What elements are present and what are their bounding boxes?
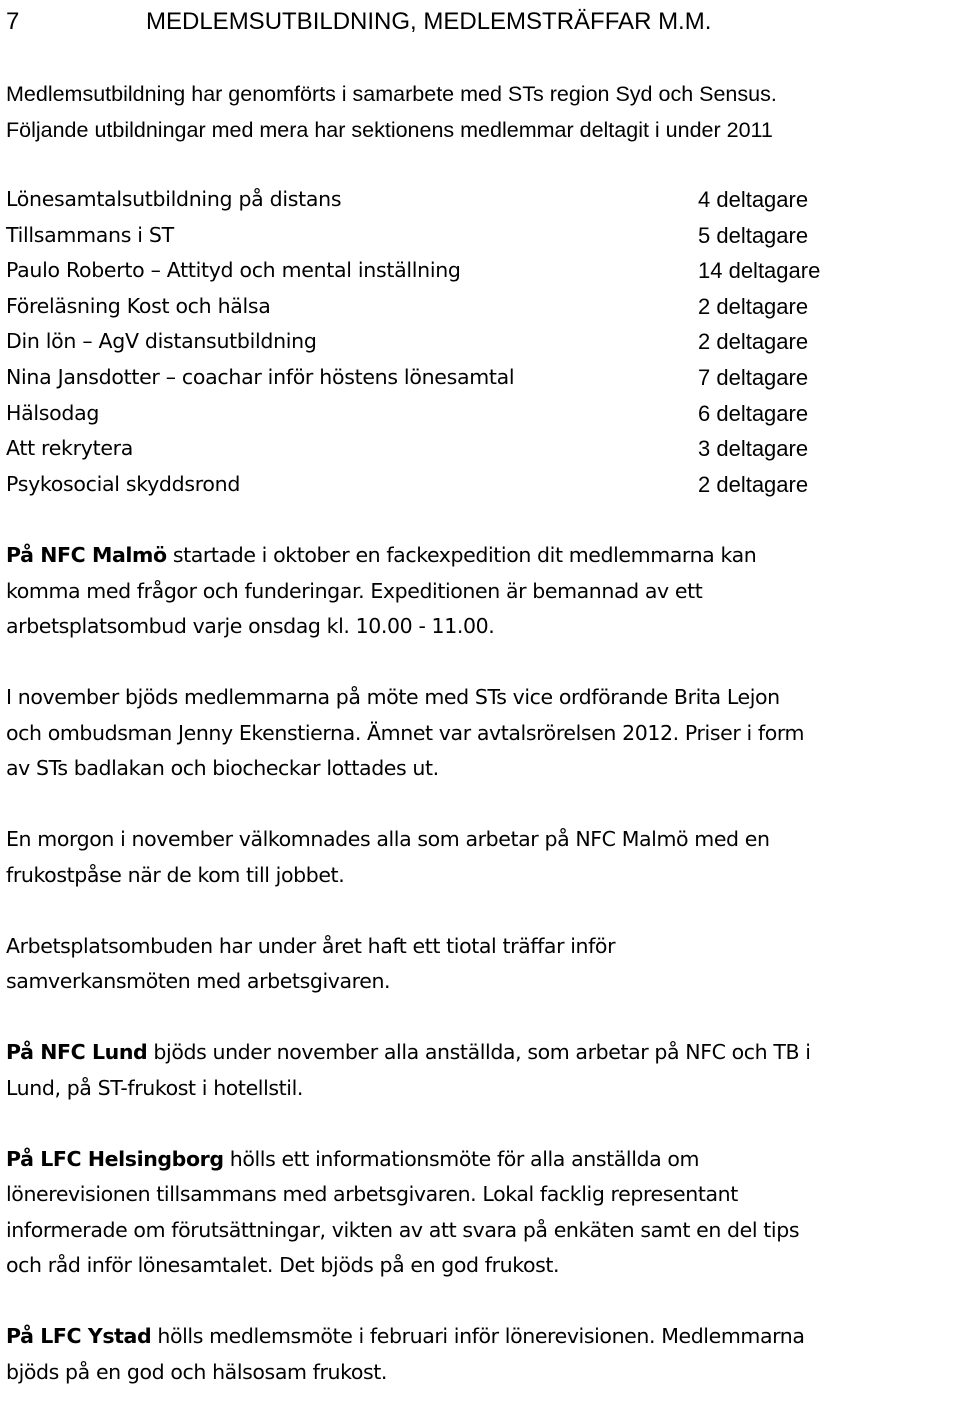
course-name: Att rekrytera	[6, 436, 134, 461]
section-heading	[6, 5, 711, 39]
paragraph-line: komma med frågor och funderingar. Expeditionen är bemannad av ett	[6, 578, 703, 603]
paragraph-line: lönerevisionen tillsammans med arbetsgivaren. Lokal facklig representant	[6, 1182, 738, 1206]
paragraph-line: Arbetsplatsombuden har under året haft ett tiotal träffar inför	[6, 933, 616, 958]
course-participants: 7 deltagare	[698, 364, 809, 390]
paragraph-line: I november bjöds medlemmarna på möte med STs vice ordförande Brita Lejon	[6, 685, 780, 709]
course-name: Paulo Roberto – Attityd och mental inställning	[6, 258, 461, 283]
course-participants: 2 deltagare	[698, 293, 809, 319]
course-row	[6, 324, 958, 360]
paragraph-november	[6, 680, 960, 787]
bold-lead: På NFC Lund	[6, 1040, 148, 1064]
paragraph-line: En morgon i november välkomnades alla som arbetar på NFC Malmö med en	[6, 827, 770, 851]
course-row	[6, 253, 958, 289]
course-row	[6, 360, 958, 396]
section-title: MEDLEMSUTBILDNING, MEDLEMSTRÄFFAR M.M.	[146, 8, 712, 35]
course-participants: 5 deltagare	[698, 222, 809, 248]
course-row	[6, 289, 958, 325]
course-participants: 2 deltagare	[698, 329, 809, 355]
bold-lead: På LFC Helsingborg	[6, 1146, 224, 1171]
text-run: bjöds under november alla anställda, som arbetar på NFC och TB i	[147, 1040, 811, 1064]
course-name: Lönesamtalsutbildning på distans	[6, 187, 342, 211]
intro-line: Medlemsutbildning har genomförts i samarbete med STs region Syd och Sensus.	[6, 82, 777, 106]
course-row	[6, 182, 958, 218]
intro-paragraph	[6, 76, 777, 148]
course-participants: 6 deltagare	[698, 400, 809, 426]
paragraph-line	[6, 1142, 960, 1178]
course-name: Psykosocial skyddsrond	[6, 471, 241, 496]
paragraph-line: av STs badlakan och biocheckar lottades ut.	[6, 756, 439, 780]
paragraph-line: bjöds på en god och hälsosam frukost.	[6, 1359, 388, 1384]
paragraph-line: och råd inför lönesamtalet. Det bjöds på en god frukost.	[6, 1253, 560, 1277]
paragraph-ombud	[6, 929, 960, 1000]
paragraph-helsingborg	[6, 1142, 960, 1284]
course-row	[6, 431, 958, 467]
paragraph-line	[6, 1035, 960, 1071]
paragraph-lund	[6, 1035, 960, 1106]
text-run: hölls medlemsmöte i februari inför lönerevisionen. Medlemmarna	[151, 1324, 805, 1348]
paragraph-line: Lund, på ST-frukost i hotellstil.	[6, 1075, 304, 1100]
paragraph-line: och ombudsman Jenny Ekenstierna. Ämnet var avtalsrörelsen 2012. Priser i form	[6, 720, 805, 745]
paragraph-line	[6, 1319, 960, 1355]
paragraph-line: informerade om förutsättningar, vikten av att svara på enkäten samt en del tips	[6, 1217, 800, 1242]
course-participants: 2 deltagare	[698, 471, 809, 497]
course-participants: 14 deltagare	[698, 258, 821, 284]
paragraph-line	[6, 538, 960, 574]
body-text	[6, 538, 960, 1426]
paragraph-line: arbetsplatsombud varje onsdag kl. 10.00 - 11.00.	[6, 614, 495, 638]
course-list	[6, 182, 958, 502]
course-name: Föreläsning Kost och hälsa	[6, 293, 271, 318]
course-row	[6, 467, 958, 503]
paragraph-morning	[6, 822, 960, 893]
course-participants: 4 deltagare	[698, 187, 809, 212]
course-participants: 3 deltagare	[698, 436, 809, 462]
text-run: startade i oktober en fackexpedition dit medlemmarna kan	[166, 543, 757, 567]
course-name: Din lön – AgV distansutbildning	[6, 329, 317, 354]
course-row	[6, 396, 958, 432]
paragraph-line: frukostpåse när de kom till jobbet.	[6, 862, 345, 887]
bold-lead: På LFC Ystad	[6, 1324, 152, 1348]
text-run: hölls ett informationsmöte för alla anställda om	[223, 1146, 700, 1171]
intro-line: Följande utbildningar med mera har sektionens medlemmar deltagit i under 2011	[6, 118, 773, 142]
course-name: Nina Jansdotter – coachar inför höstens lönesamtal	[6, 364, 515, 389]
paragraph-line: samverkansmöten med arbetsgivaren.	[6, 969, 391, 993]
course-name: Tillsammans i ST	[6, 222, 174, 247]
course-name: Hälsodag	[6, 400, 100, 425]
section-number: 7	[6, 8, 20, 35]
course-row	[6, 218, 958, 254]
bold-lead: På NFC Malmö	[6, 543, 167, 567]
paragraph-ystad	[6, 1319, 960, 1390]
paragraph-malmo	[6, 538, 960, 645]
